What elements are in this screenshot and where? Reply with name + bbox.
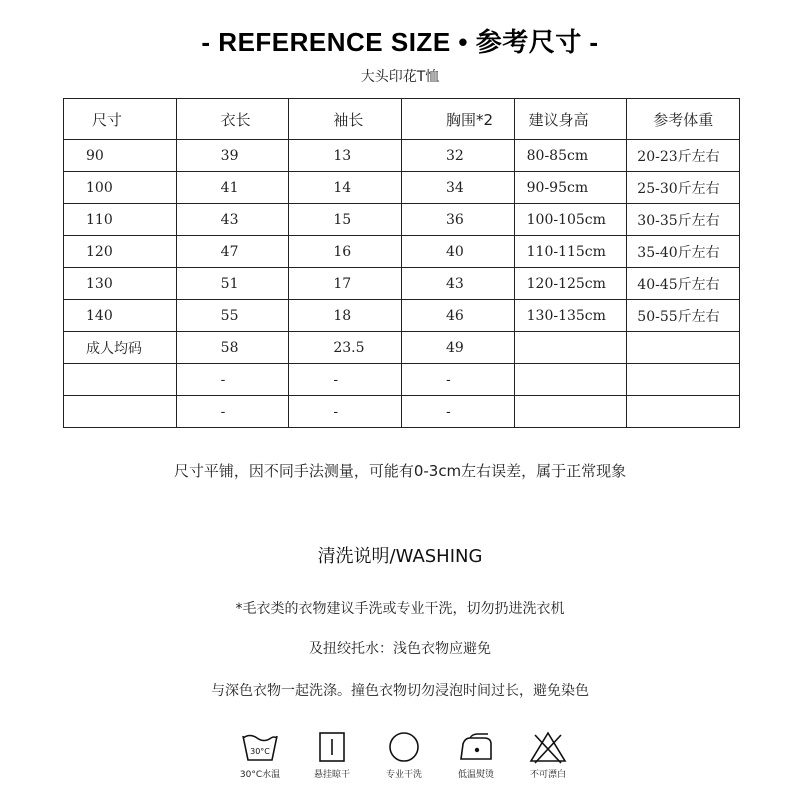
- table-cell-size: 90: [64, 140, 177, 172]
- table-cell-length: 51: [176, 268, 289, 300]
- table-row: [64, 268, 740, 300]
- care-icons: [225, 730, 585, 790]
- dry-clean-icon: [384, 730, 424, 764]
- care-item-iron: [441, 730, 511, 780]
- table-cell-height: 100-105cm: [514, 204, 627, 236]
- table-cell-sleeve: 15: [289, 204, 402, 236]
- table-cell-weight: [627, 364, 740, 396]
- table-cell-size: 成人均码: [64, 332, 177, 364]
- table-cell-sleeve: 18: [289, 300, 402, 332]
- table-cell-weight: 25-30斤左右: [627, 172, 740, 204]
- table-cell-height: 120-125cm: [514, 268, 627, 300]
- table-cell-sleeve: 23.5: [289, 332, 402, 364]
- washing-title: 清洗说明/WASHING: [317, 546, 483, 567]
- wash-temperature-text: 30°C: [250, 747, 270, 756]
- table-cell-height: [514, 396, 627, 428]
- table-row: [64, 364, 740, 396]
- table-cell-size: 110: [64, 204, 177, 236]
- table-row: [64, 204, 740, 236]
- table-cell-sleeve: 14: [289, 172, 402, 204]
- table-row: [64, 300, 740, 332]
- page-title: - REFERENCE SIZE • 参考尺寸 -: [201, 27, 599, 57]
- table-cell-size: 100: [64, 172, 177, 204]
- no-bleach-icon: [528, 730, 568, 764]
- table-cell-height: [514, 364, 627, 396]
- table-header-row: [64, 99, 740, 140]
- column-header-chest: 胸围*2: [401, 99, 514, 140]
- table-cell-chest: 40: [401, 236, 514, 268]
- table-cell-height: 90-95cm: [514, 172, 627, 204]
- table-row: [64, 140, 740, 172]
- care-label-iron: 低温熨烫: [457, 770, 494, 780]
- table-cell-weight: 30-35斤左右: [627, 204, 740, 236]
- table-cell-height: [514, 332, 627, 364]
- table-cell-length: 47: [176, 236, 289, 268]
- table-cell-size: [64, 396, 177, 428]
- table-cell-chest: 36: [401, 204, 514, 236]
- iron-low-icon: [456, 730, 496, 764]
- size-table: [63, 98, 740, 428]
- table-cell-length: 39: [176, 140, 289, 172]
- table-cell-weight: 40-45斤左右: [627, 268, 740, 300]
- table-cell-weight: 20-23斤左右: [627, 140, 740, 172]
- care-item-dry-clean: [369, 730, 439, 780]
- table-cell-length: 41: [176, 172, 289, 204]
- table-cell-size: [64, 364, 177, 396]
- care-label-wash: 30°C水温: [239, 770, 281, 780]
- table-row: [64, 332, 740, 364]
- table-row: [64, 396, 740, 428]
- table-cell-length: -: [176, 364, 289, 396]
- wash-tub-icon: [240, 730, 280, 764]
- care-item-hang-dry: [297, 730, 367, 780]
- table-cell-chest: 46: [401, 300, 514, 332]
- product-subtitle: 大头印花T恤: [360, 69, 440, 85]
- table-cell-sleeve: -: [289, 364, 402, 396]
- hang-dry-icon: [312, 730, 352, 764]
- care-label-no-bleach: 不可漂白: [529, 770, 566, 780]
- table-cell-chest: -: [401, 364, 514, 396]
- table-cell-height: 80-85cm: [514, 140, 627, 172]
- care-label-hang-dry: 悬挂晾干: [313, 770, 350, 780]
- table-cell-chest: 34: [401, 172, 514, 204]
- table-cell-length: 58: [176, 332, 289, 364]
- table-cell-chest: 32: [401, 140, 514, 172]
- column-header-size: 尺寸: [64, 99, 177, 140]
- table-cell-length: 43: [176, 204, 289, 236]
- measurement-note: 尺寸平铺，因不同手法测量，可能有0-3cm左右误差，属于正常现象: [173, 462, 627, 480]
- table-cell-weight: [627, 332, 740, 364]
- table-cell-size: 130: [64, 268, 177, 300]
- washing-line-3: 与深色衣物一起洗涤。撞色衣物切勿浸泡时间过长，避免染色: [211, 683, 589, 699]
- column-header-length: 衣长: [176, 99, 289, 140]
- table-cell-weight: 35-40斤左右: [627, 236, 740, 268]
- table-cell-chest: 49: [401, 332, 514, 364]
- care-item-wash: [225, 730, 295, 780]
- table-cell-size: 140: [64, 300, 177, 332]
- table-cell-height: 110-115cm: [514, 236, 627, 268]
- table-cell-length: -: [176, 396, 289, 428]
- table-cell-sleeve: 17: [289, 268, 402, 300]
- table-row: [64, 236, 740, 268]
- care-item-no-bleach: [513, 730, 583, 780]
- column-header-sleeve: 袖长: [289, 99, 402, 140]
- table-body: [64, 140, 740, 428]
- column-header-weight: 参考体重: [627, 99, 740, 140]
- table-cell-chest: -: [401, 396, 514, 428]
- table-row: [64, 172, 740, 204]
- table-cell-sleeve: 13: [289, 140, 402, 172]
- table-cell-sleeve: -: [289, 396, 402, 428]
- table-cell-chest: 43: [401, 268, 514, 300]
- table-cell-weight: 50-55斤左右: [627, 300, 740, 332]
- column-header-height: 建议身高: [514, 99, 627, 140]
- table-cell-size: 120: [64, 236, 177, 268]
- care-label-dry-clean: 专业干洗: [385, 770, 422, 780]
- table-cell-length: 55: [176, 300, 289, 332]
- washing-line-1: *毛衣类的衣物建议手洗或专业干洗，切勿扔进洗衣机: [235, 601, 565, 617]
- table-cell-sleeve: 16: [289, 236, 402, 268]
- table-cell-weight: [627, 396, 740, 428]
- washing-line-2: 及扭绞托水：浅色衣物应避免: [309, 641, 491, 657]
- table-cell-height: 130-135cm: [514, 300, 627, 332]
